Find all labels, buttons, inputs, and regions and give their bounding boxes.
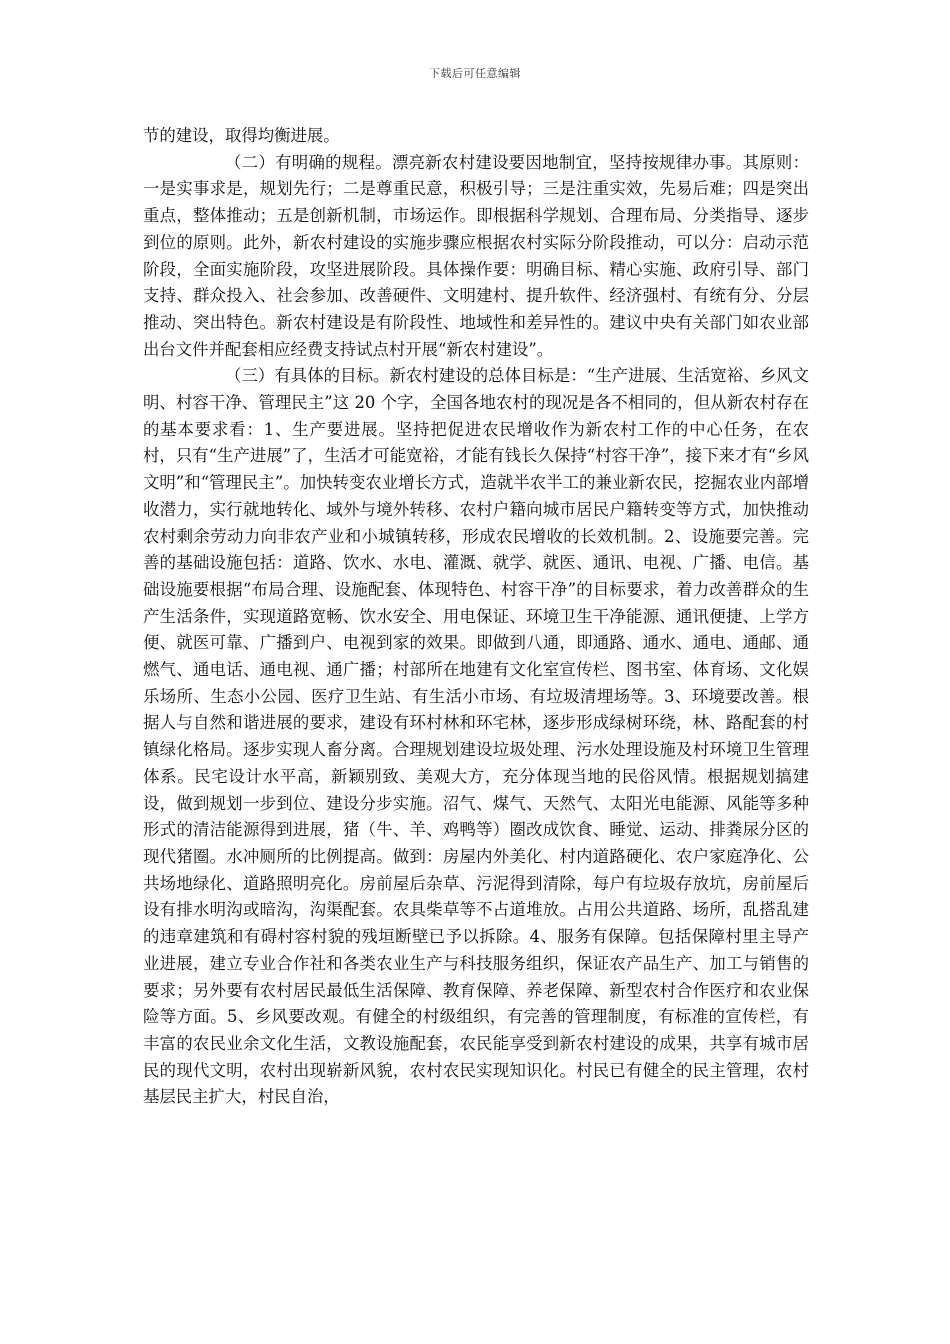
- paragraph-regulations: （二）有明确的规程。漂亮新农村建设要因地制宜，坚持按规律办事。其原则：一是实事求是，规划先行；二是尊重民意，积极引导；三是注重实效，先易后难；四是突出重点，整体推动；五是创新机制，市场运作。即根据科学规划、合理布局、分类指导、逐步到位的原则。此外，新农村建设的实施步骤应根据农村实际分阶段推动，可以分：启动示范阶段，全面实施阶段，攻坚进展阶段。具体操作要：明确目标、精心实施、政府引导、部门支持、群众投入、社会参加、改善硬件、文明建村、提升软件、经济强村、有统有分、分层推动、突出特色。新农村建设是有阶段性、地域性和差异性的。建议中央有关部门如农业部出台文件并配套相应经费支持试点村开展“新农村建设”。: [143, 152, 809, 359]
- page-header: 下载后可任意编辑: [429, 67, 521, 80]
- document-body: [143, 123, 809, 1111]
- paragraph-continuation: 节的建设，取得均衡进展。: [143, 126, 340, 145]
- paragraph-goals: （三）有具体的目标。新农村建设的总体目标是：“生产进展、生活宽裕、乡风文明、村容干净、管理民主”这 20 个字，全国各地农村的现况是各不相同的，但从新农村存在的基本要求看：1、生产要进展。坚持把促进农民增收作为新农村工作的中心任务，在农村，只有“生产进展”了，生活才可能宽裕，才能有钱长久保持“村容干净”，接下来才有“乡风文明”和“管理民主”。加快转变农业增长方式，造就半农半工的兼业新农民，挖掘农业内部增收潜力，实行就地转化、域外与境外转移、农村户籍向城市居民户籍转变等方式，加快推动农村剩余劳动力向非农产业和小城镇转移，形成农民增收的长效机制。2、设施要完善。完善的基础设施包括：道路、饮水、水电、灌溉、就学、就医、通讯、电视、广播、电信。基础设施要根据“布局合理、设施配套、体现特色、村容干净”的目标要求，着力改善群众的生产生活条件，实现道路宽畅、饮水安全、用电保证、环境卫生干净能源、通讯便捷、上学方便、就医可靠、广播到户、电视到家的效果。即做到八通，即通路、通水、通电、通邮、通燃气、通电话、通电视、通广播；村部所在地建有文化室宣传栏、图书室、体育场、文化娱乐场所、生态小公园、医疗卫生站、有生活小市场、有垃圾清埋场等。3、环境要改善。根据人与自然和谐进展的要求，建设有环村林和环宅林，逐步形成绿树环绕，林、路配套的村镇绿化格局。逐步实现人畜分离。合理规划建设垃圾处理、污水处理设施及村环境卫生管理体系。民宅设计水平高，新颖别致、美观大方，充分体现当地的民俗风情。根据规划搞建设，做到规划一步到位、建设分步实施。沼气、煤气、天然气、太阳光电能源、风能等多种形式的清洁能源得到进展，猪（牛、羊、鸡鸭等）圈改成饮食、睡觉、运动、排粪尿分区的现代猪圈。水冲厕所的比例提高。做到：房屋内外美化、村内道路硬化、农户家庭净化、公共场地绿化、道路照明亮化。房前屋后杂草、污泥得到清除，每户有垃圾存放坑，房前屋后设有排水明沟或暗沟，沟渠配套。农具柴草等不占道堆放。占用公共道路、场所，乱搭乱建的违章建筑和有碍村容村貌的残垣断壁已予以拆除。4、服务有保障。包括保障村里主导产业进展，建立专业合作社和各类农业生产与科技服务组织，保证农产品生产、加工与销售的要求；另外要有农村居民最低生活保障、教育保障、养老保障、新型农村合作医疗和农业保险等方面。5、乡风要改观。有健全的村级组织，有完善的管理制度，有标准的宣传栏，有丰富的农民业余文化生活，文教设施配套，农民能享受到新农村建设的成果，共享有城市居民的现代文明，农村出现崭新风貌，农村农民实现知识化。村民已有健全的民主管理，农村基层民主扩大，村民自治，: [143, 366, 809, 1107]
